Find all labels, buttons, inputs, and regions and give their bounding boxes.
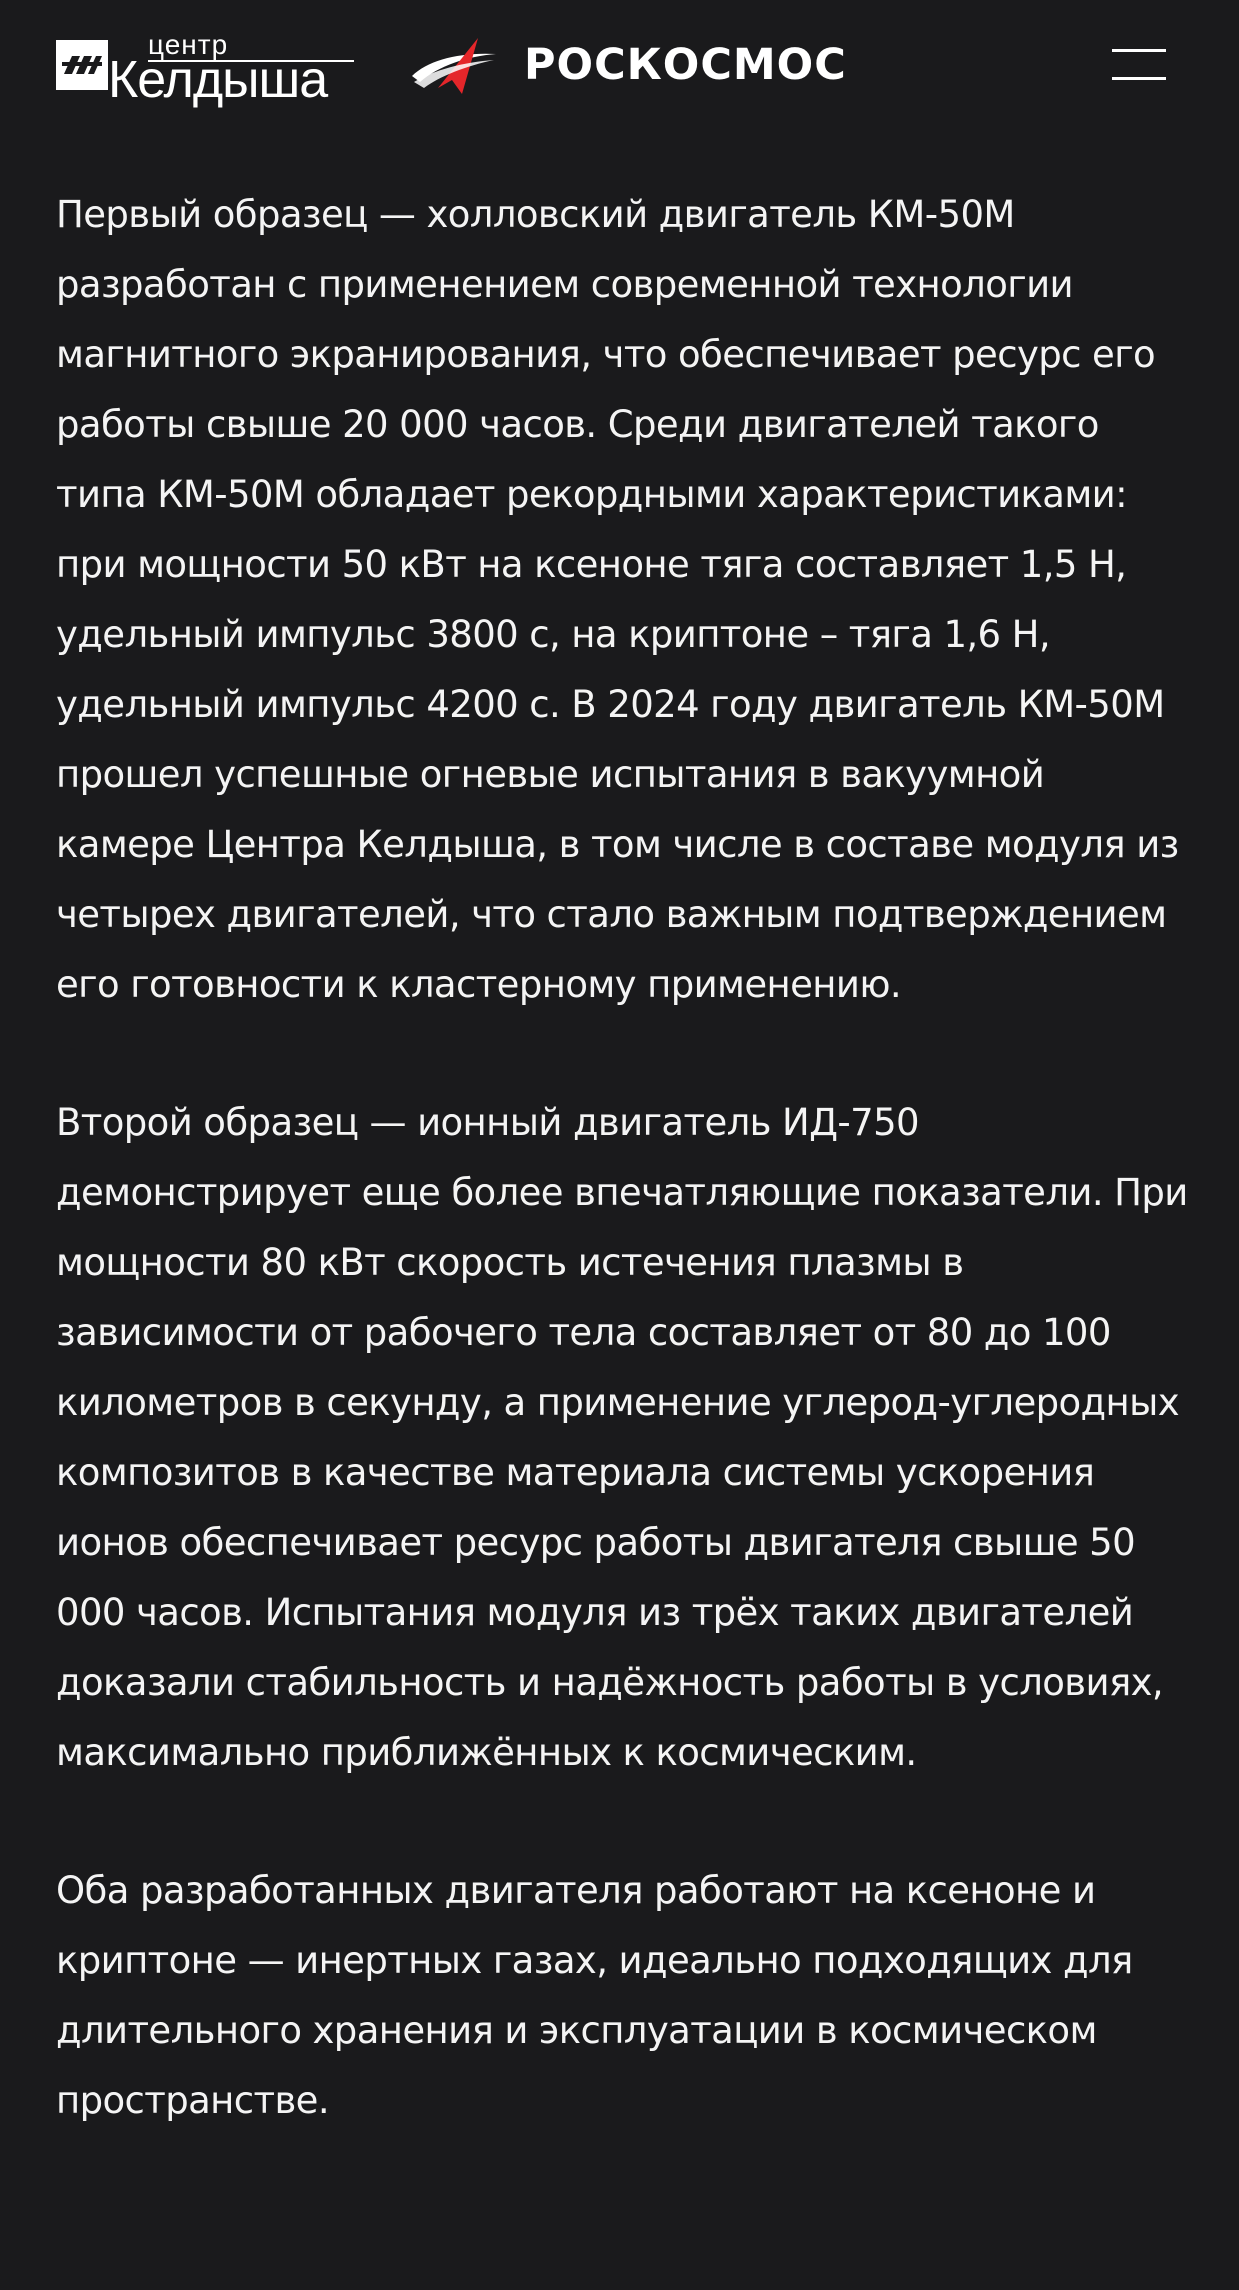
keldysh-center-logo[interactable] bbox=[56, 29, 356, 109]
hamburger-menu-icon-line bbox=[1112, 77, 1166, 80]
hamburger-menu-icon bbox=[1112, 49, 1166, 52]
roscosmos-logo[interactable] bbox=[408, 34, 847, 96]
article-paragraph-1: Первый образец — холловский двигатель КМ-50М разработан с применением современной технологии магнитного экранирования, что обеспечивает ресурс его работы свыше 20 000 часов. Среди двигателей такого типа КМ-50М обладает рекордными характеристиками: при мощности 50 кВт на ксеноне тяга составляет 1,5 Н, удельный импульс 3800 с, на криптоне – тяга 1,6 Н, удельный импульс 4200 с. В 2024 году двигатель КМ-50М прошел успешные огневые испытания в вакуумной камере Центра Келдыша, в том числе в составе модуля из четырех двигателей, что стало важным подтверждением его готовности к кластерному применению. bbox=[56, 193, 1179, 1006]
menu-button[interactable] bbox=[1112, 44, 1168, 84]
article-paragraph-2: Второй образец — ионный двигатель ИД-750 демонстрирует еще более впечатляющие показатели. При мощности 80 кВт скорость истечения плазмы в зависимости от рабочего тела составляет от 80 до 100 километров в секунду, а применение углерод-углеродных композитов в качестве материала системы ускорения ионов обеспечивает ресурс работы двигателя свыше 50 000 часов. Испытания модуля из трёх таких двигателей доказали стабильность и надёжность работы в условиях, максимально приближённых к космическим. bbox=[56, 1101, 1188, 1774]
keldysh-logo-small-text: центр bbox=[148, 29, 229, 60]
article-paragraph-3: Оба разработанных двигателя работают на ксеноне и криптоне — инертных газах, идеально подходящих для длительного хранения и эксплуатации в космическом пространстве. bbox=[56, 1869, 1133, 2122]
roscosmos-emblem-icon bbox=[408, 36, 500, 96]
roscosmos-wordmark: РОСКОСМОС bbox=[524, 40, 847, 90]
article-body bbox=[56, 180, 1188, 2204]
keldysh-logo-big-text: Келдыша bbox=[108, 51, 328, 109]
site-header bbox=[0, 0, 1239, 130]
keldysh-emblem-icon bbox=[56, 40, 108, 90]
